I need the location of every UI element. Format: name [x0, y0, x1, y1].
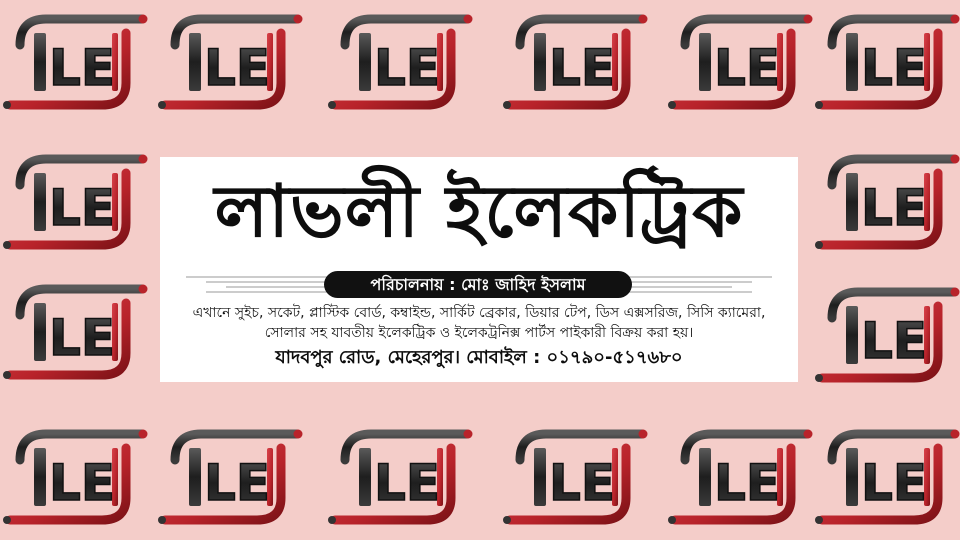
le-logo — [812, 278, 960, 388]
logo-text: LE — [373, 454, 441, 512]
shop-banner — [160, 157, 798, 382]
le-logo — [325, 420, 473, 530]
logo-text: LE — [548, 454, 616, 512]
le-logo — [0, 5, 148, 115]
le-logo — [155, 420, 303, 530]
shop-title: লাভলী ইলেকট্রিক — [214, 169, 744, 253]
le-logo — [500, 5, 648, 115]
logo-text: LE — [48, 179, 116, 237]
le-logo — [0, 420, 148, 530]
le-logo — [325, 5, 473, 115]
description-line-1: এখানে সুইচ, সকেট, প্লাস্টিক বোর্ড, কম্বাইন্ড, সার্কিট ব্রেকার, ডিয়ার টেপ, ডিস এক্সসরিজ, সিসি ক্যামেরা, — [192, 305, 766, 321]
le-logo — [812, 420, 960, 530]
logo-text: LE — [713, 39, 781, 97]
logo-text: LE — [48, 454, 116, 512]
logo-text: LE — [713, 454, 781, 512]
le-logo — [665, 5, 813, 115]
address-contact: যাদবপুর রোড, মেহেরপুর। মোবাইল : ০১৭৯০-৫১৭৬৮০ — [275, 347, 683, 368]
logo-text: LE — [860, 179, 928, 237]
le-logo — [812, 5, 960, 115]
description-line-2: সোলার সহ যাবতীয় ইলেকট্রিক ও ইলেকট্রনিক্স পার্টস পাইকারী বিক্রয় করা হয়। — [264, 325, 694, 341]
logo-text: LE — [548, 39, 616, 97]
le-logo — [812, 145, 960, 255]
le-logo — [665, 420, 813, 530]
logo-text: LE — [48, 39, 116, 97]
logo-text: LE — [48, 309, 116, 367]
logo-text: LE — [203, 39, 271, 97]
proprietor-label: পরিচালনায় : মোঃ জাহিদ ইসলাম — [324, 271, 632, 298]
le-logo — [500, 420, 648, 530]
le-logo — [155, 5, 303, 115]
logo-text: LE — [860, 454, 928, 512]
logo-text: LE — [860, 39, 928, 97]
logo-text: LE — [203, 454, 271, 512]
logo-text: LE — [860, 312, 928, 370]
le-logo — [0, 145, 148, 255]
le-logo — [0, 275, 148, 385]
logo-text: LE — [373, 39, 441, 97]
